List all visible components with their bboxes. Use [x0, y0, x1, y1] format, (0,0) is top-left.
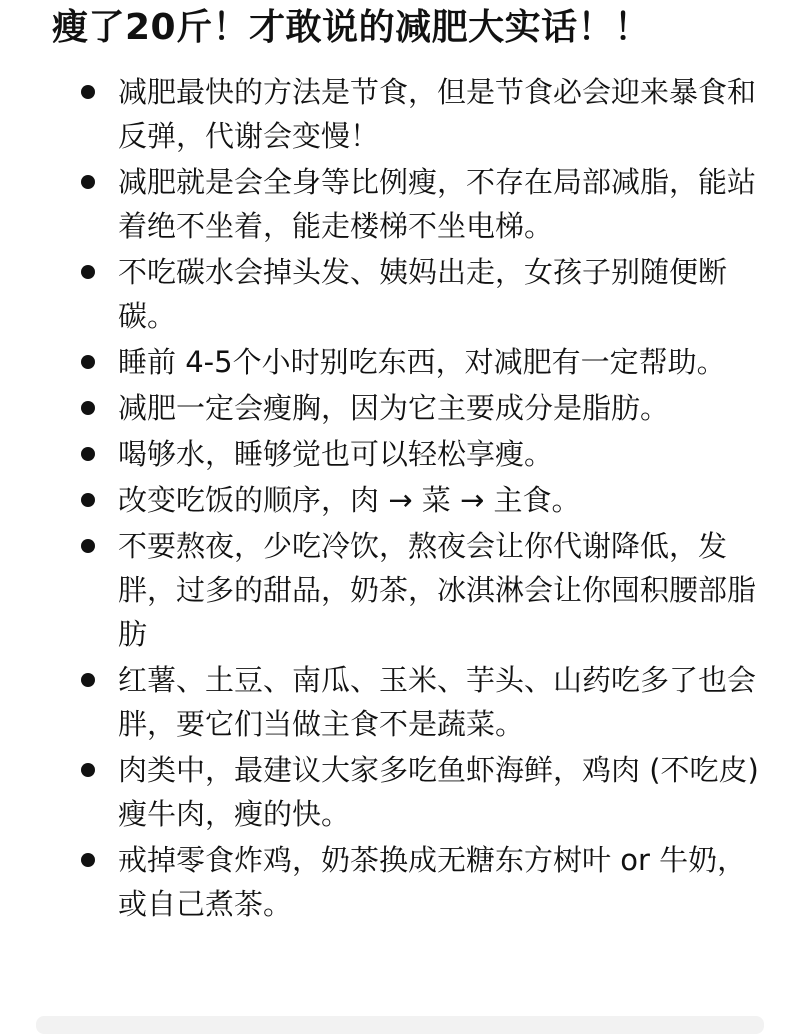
list-item [0, 838, 800, 926]
tip-text: 不吃碳水会掉头发、姨妈出走，女孩子别随便断碳。 [118, 255, 728, 333]
tip-text: 戒掉零食炸鸡，奶茶换成无糖东方树叶 or 牛奶，或自己煮茶。 [118, 843, 747, 921]
list-item [0, 478, 800, 522]
list-item [0, 386, 800, 430]
tips-list [0, 70, 800, 928]
tip-text: 减肥一定会瘦胸，因为它主要成分是脂肪。 [118, 391, 670, 425]
list-item [0, 70, 800, 158]
bullet-icon [81, 763, 95, 777]
list-item [0, 340, 800, 384]
tip-text: 红薯、土豆、南瓜、玉米、芋头、山药吃多了也会胖，要它们当做主食不是蔬菜。 [118, 663, 757, 741]
tip-text: 睡前 4-5个小时别吃东西，对减肥有一定帮助。 [118, 345, 726, 379]
tip-text: 减肥最快的方法是节食，但是节食必会迎来暴食和反弹，代谢会变慢！ [118, 75, 757, 153]
bullet-icon [81, 175, 95, 189]
tip-text: 肉类中，最建议大家多吃鱼虾海鲜，鸡肉 (不吃皮) 瘦牛肉，瘦的快。 [118, 753, 759, 831]
bullet-icon [81, 85, 95, 99]
list-item [0, 658, 800, 746]
page-title: 瘦了20斤！才敢说的减肥大实话！！ [52, 7, 651, 48]
bullet-icon [81, 539, 95, 553]
tip-text: 不要熬夜，少吃冷饮，熬夜会让你代谢降低，发胖，过多的甜品，奶茶，冰淇淋会让你囤积腰部脂肪 [118, 529, 757, 651]
bullet-icon [81, 265, 95, 279]
bullet-icon [81, 853, 95, 867]
bullet-icon [81, 401, 95, 415]
list-item [0, 524, 800, 656]
bullet-icon [81, 673, 95, 687]
bullet-icon [81, 355, 95, 369]
list-item [0, 250, 800, 338]
bullet-icon [81, 447, 95, 461]
bottom-bar [36, 1016, 764, 1034]
list-item [0, 432, 800, 476]
list-item [0, 160, 800, 248]
tip-text: 喝够水，睡够觉也可以轻松享瘦。 [118, 437, 554, 471]
list-item [0, 748, 800, 836]
bullet-icon [81, 493, 95, 507]
tip-text: 减肥就是会全身等比例瘦，不存在局部减脂，能站着绝不坐着，能走楼梯不坐电梯。 [118, 165, 757, 243]
tip-text: 改变吃饭的顺序，肉 → 菜 → 主食。 [118, 483, 581, 517]
